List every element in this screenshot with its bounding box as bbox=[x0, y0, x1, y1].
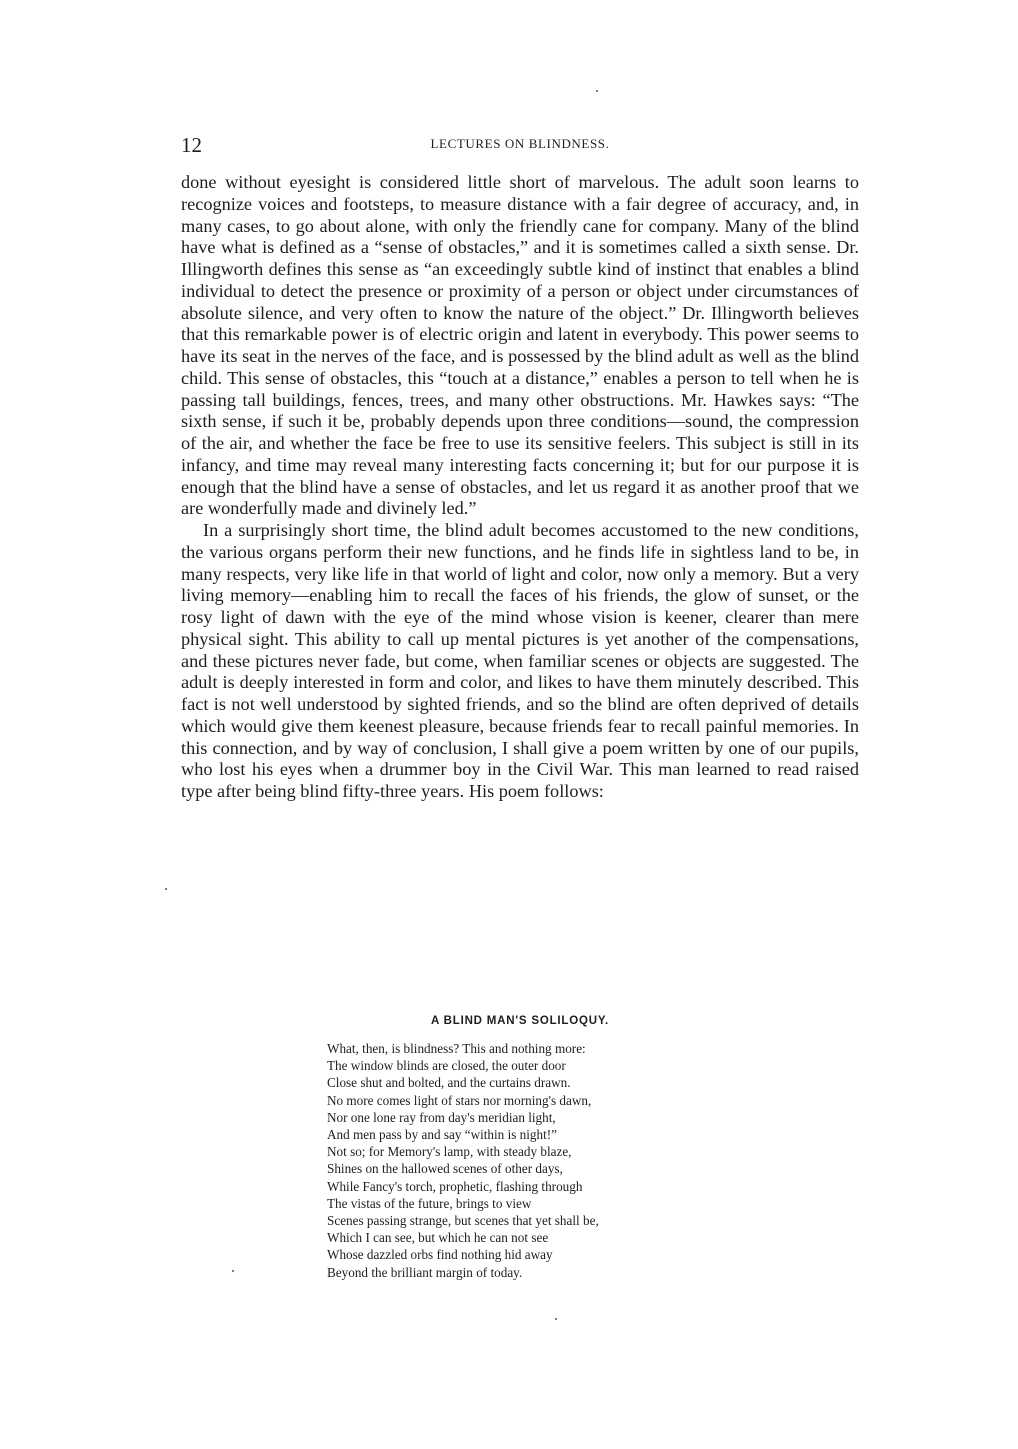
poem-title: A BLIND MAN'S SOLILOQUY. bbox=[430, 1015, 610, 1027]
poem-line: Shines on the hallowed scenes of other days, bbox=[327, 1161, 563, 1177]
poem-line: Nor one lone ray from day's meridian light, bbox=[327, 1109, 556, 1125]
scan-speck bbox=[232, 1270, 234, 1272]
poem-line: Scenes passing strange, but scenes that yet shall be, bbox=[327, 1213, 599, 1229]
poem-line: Beyond the brilliant margin of today. bbox=[327, 1264, 523, 1280]
poem-line: Whose dazzled orbs find nothing hid away bbox=[327, 1247, 553, 1263]
poem-line: No more comes light of stars nor morning's dawn, bbox=[327, 1092, 592, 1108]
running-head: LECTURES ON BLINDNESS. bbox=[430, 136, 610, 151]
poem-line: The vistas of the future, brings to view bbox=[327, 1195, 532, 1211]
poem-line: The window blinds are closed, the outer door bbox=[327, 1058, 566, 1074]
body-text bbox=[181, 172, 859, 803]
poem-line: Close shut and bolted, and the curtains drawn. bbox=[327, 1075, 571, 1091]
scan-speck bbox=[596, 90, 598, 92]
scan-speck bbox=[165, 888, 167, 890]
poem bbox=[327, 1040, 787, 1281]
poem-line: While Fancy's torch, prophetic, flashing through bbox=[327, 1178, 583, 1194]
page-number: 12 bbox=[181, 133, 202, 157]
poem-line: Not so; for Memory's lamp, with steady blaze, bbox=[327, 1144, 572, 1160]
poem-line: Which I can see, but which he can not see bbox=[327, 1230, 549, 1246]
scan-speck bbox=[555, 1318, 557, 1320]
paragraph: In a surprisingly short time, the blind adult becomes accustomed to the new conditions, the various organs perform their new functions, and he finds life in sightless land to be, in many respects, very like life in that world of light and color, now only a memory. But a very living memory—enabling him to recall the faces of his friends, the glow of sunset, or the rosy light of dawn with the eye of the mind whose vision is keener, clearer than mere physical sight. This ability to call up mental pictures is yet another of the compensations, and these pictures never fade, but come, when familiar scenes or objects are suggested. The adult is deeply interested in form and color, and likes to have them minutely described. This fact is not well understood by sighted friends, and so the blind are often deprived of details which would give them keenest pleasure, because friends fear to recall painful memories. In this connection, and by way of conclusion, I shall give a poem written by one of our pupils, who lost his eyes when a drummer boy in the Civil War. This man learned to read raised type after being blind fifty-three years. His poem follows: bbox=[181, 520, 859, 801]
poem-line: And men pass by and say “within is night!” bbox=[327, 1127, 558, 1143]
paragraph: done without eyesight is considered little short of marvelous. The adult soon learns to recognize voices and footsteps, to measure distance with a fair degree of accuracy, and, in many cases, to go about alone, with only the friendly cane for company. Many of the blind have what is defined as a “sense of obstacles,” and it is sometimes called a sixth sense. Dr. Illingworth defines this sense as “an exceedingly subtle kind of instinct that enables a blind individual to detect the presence or proximity of a person or object under circumstances of absolute silence, and very often to know the nature of the object.” Dr. Illingworth believes that this remarkable power is of electric origin and latent in everybody. This power seems to have its seat in the nerves of the face, and is possessed by the blind adult as well as the blind child. This sense of obstacles, this “touch at a distance,” enables a person to tell when he is passing tall buildings, fences, trees, and many other obstructions. Mr. Hawkes says: “The sixth sense, if such it be, probably depends upon three conditions—sound, the compression of the air, and whether the face be free to use its sensitive feelers. This subject is still in its infancy, and time may reveal many interesting facts concerning it; but for our purpose it is enough that the blind have a sense of obstacles, and let us regard it as another proof that we are wonderfully made and divinely led.” bbox=[181, 172, 859, 519]
page-header bbox=[181, 133, 859, 157]
poem-line: What, then, is blindness? This and nothing more: bbox=[327, 1041, 586, 1056]
